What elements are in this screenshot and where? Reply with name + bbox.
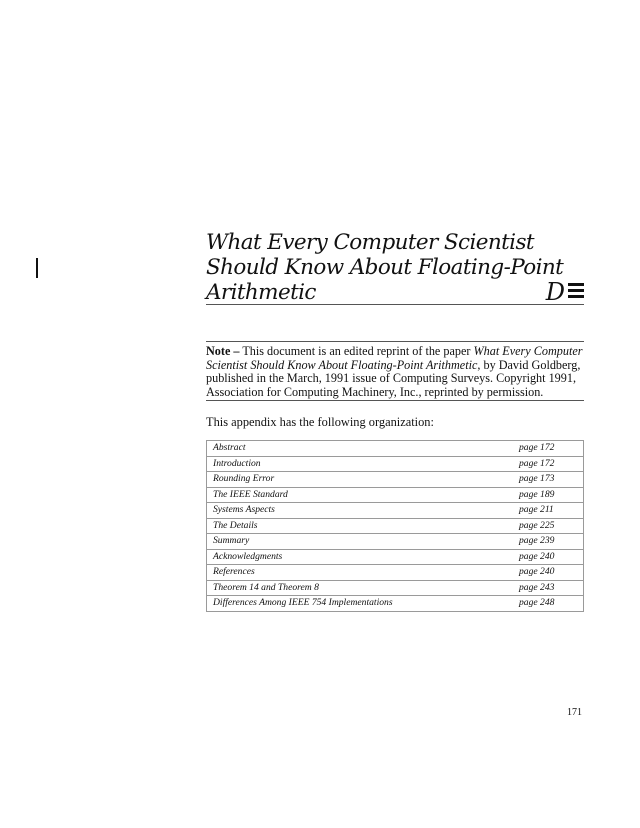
- toc-section: Theorem 14 and Theorem 8: [207, 580, 520, 596]
- toc-page: page 173: [519, 472, 584, 488]
- note-line-2: [206, 359, 584, 373]
- toc-section: References: [207, 565, 520, 581]
- table-row: [207, 518, 584, 534]
- toc-section: Acknowledgments: [207, 549, 520, 565]
- note-rule-bottom: [206, 400, 584, 401]
- chapter-title: [206, 230, 584, 305]
- toc-section: Differences Among IEEE 754 Implementations: [207, 596, 520, 612]
- note-paper-title-2: Scientist Should Know About Floating-Point Arithmetic: [206, 357, 478, 372]
- toc-section: The Details: [207, 518, 520, 534]
- toc-page: page 211: [519, 503, 584, 519]
- title-line-1: What Every Computer Scientist: [206, 230, 534, 255]
- note-line-4: Association for Computing Machinery, Inc., reprinted by permission.: [206, 384, 544, 399]
- page-number: 171: [567, 707, 582, 718]
- note-text-2: , by David Goldberg,: [477, 357, 581, 372]
- title-line-2: Should Know About Floating-Point: [206, 255, 564, 280]
- toc-page: page 172: [519, 441, 584, 457]
- note-block: [206, 345, 584, 399]
- toc-section: The IEEE Standard: [207, 487, 520, 503]
- note-line-1: [206, 345, 584, 359]
- table-row: [207, 441, 584, 457]
- table-row: [207, 456, 584, 472]
- appendix-letter: D: [545, 278, 565, 306]
- toc-page: page 239: [519, 534, 584, 550]
- note-text-1: This document is an edited reprint of the paper: [242, 344, 471, 358]
- table-row: [207, 503, 584, 519]
- toc-page: page 189: [519, 487, 584, 503]
- toc-section: Summary: [207, 534, 520, 550]
- toc-page: page 240: [519, 549, 584, 565]
- toc-page: page 172: [519, 456, 584, 472]
- note-paper-title-1: What Every Computer: [473, 344, 583, 358]
- toc-section: Abstract: [207, 441, 520, 457]
- toc-table: [206, 440, 584, 612]
- table-row: [207, 565, 584, 581]
- change-bar: [36, 258, 38, 278]
- toc-section: Introduction: [207, 456, 520, 472]
- title-rule: [206, 304, 584, 305]
- toc-page: page 240: [519, 565, 584, 581]
- note-rule-top: [206, 341, 584, 342]
- toc-page: page 225: [519, 518, 584, 534]
- note-label: Note –: [206, 344, 240, 358]
- intro-text: This appendix has the following organization:: [206, 415, 434, 429]
- table-row: [207, 596, 584, 612]
- table-row: [207, 487, 584, 503]
- toc-section: Systems Aspects: [207, 503, 520, 519]
- table-row: [207, 580, 584, 596]
- note-line-3: published in the March, 1991 issue of Computing Surveys. Copyright 1991,: [206, 371, 577, 386]
- title-line-3: Arithmetic: [206, 280, 316, 305]
- toc-page: page 243: [519, 580, 584, 596]
- toc-section: Rounding Error: [207, 472, 520, 488]
- appendix-marker: [546, 280, 584, 304]
- table-row: [207, 472, 584, 488]
- table-row: [207, 534, 584, 550]
- appendix-bars-icon: [568, 283, 584, 301]
- toc-page: page 248: [519, 596, 584, 612]
- table-row: [207, 549, 584, 565]
